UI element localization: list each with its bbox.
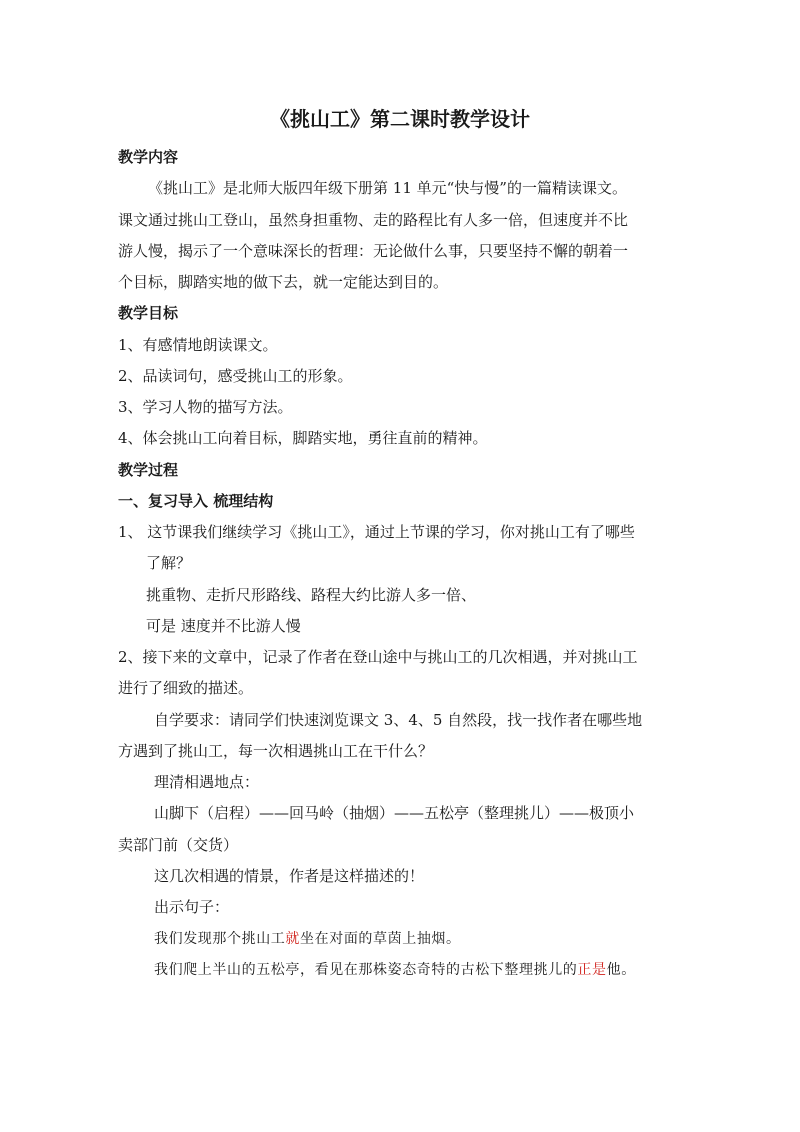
quote-2-highlight: 正是 <box>577 962 607 978</box>
process-line-3: 挑重物、走折尺形路线、路程大约比游人多一倍、 <box>146 586 477 604</box>
quote-2-text-after: 他。 <box>606 962 636 978</box>
quote-1-text-before: 我们发现那个挑山工 <box>154 931 286 947</box>
section-heading-content: 教学内容 <box>118 148 179 166</box>
content-paragraph-line-4: 个目标，脚踏实地的做下去，就一定能达到目的。 <box>118 273 449 291</box>
process-line-2: 了解？ <box>146 554 192 572</box>
document-title: 《挑山工》第二课时教学设计 <box>270 107 530 131</box>
process-line-6: 进行了细致的描述。 <box>118 679 254 697</box>
process-line-7: 自学要求：请同学们快速浏览课文 3、4、5 自然段，找一找作者在哪些地 <box>154 711 643 729</box>
goal-item-2: 2、品读词句，感受挑山工的形象。 <box>118 367 353 385</box>
goal-item-3: 3、学习人物的描写方法。 <box>118 398 293 416</box>
process-line-5: 2、接下来的文章中，记录了作者在登山途中与挑山工的几次相遇，并对挑山工 <box>118 648 638 666</box>
process-line-8: 方遇到了挑山工，每一次相遇挑山工在干什么？ <box>118 742 434 760</box>
quote-1-highlight: 就 <box>285 931 301 947</box>
quote-sentence-2 <box>154 960 684 980</box>
content-paragraph-line-2: 课文通过挑山工登山，虽然身担重物、走的路程比有人多一倍，但速度并不比 <box>118 211 629 229</box>
process-line-12: 这几次相遇的情景，作者是这样描述的！ <box>154 867 425 885</box>
goal-item-4: 4、体会挑山工向着目标，脚踏实地，勇往直前的精神。 <box>118 429 488 447</box>
process-line-13: 出示句子： <box>154 898 230 916</box>
quote-sentence-1 <box>154 929 724 949</box>
content-paragraph-line-3: 游人慢，揭示了一个意味深长的哲理：无论做什么事，只要坚持不懈的朝着一 <box>118 242 629 260</box>
process-line-10: 山脚下（启程）——回马岭（抽烟）——五松亭（整理挑儿）——极顶小 <box>154 804 635 822</box>
section-heading-process: 教学过程 <box>118 461 179 479</box>
goal-item-1: 1、有感情地朗读课文。 <box>118 336 278 354</box>
quote-2-text-before: 我们爬上半山的五松亭，看见在那株姿态奇特的古松下整理挑儿的 <box>154 962 578 978</box>
part-heading-review: 一、复习导入 梳理结构 <box>118 492 274 510</box>
process-line-4: 可是 速度并不比游人慢 <box>146 617 301 635</box>
process-line-11: 卖部门前（交货） <box>118 836 239 854</box>
process-line-9: 理清相遇地点： <box>154 773 260 791</box>
content-paragraph-line-1: 《挑山工》是北师大版四年级下册第 11 单元“快与慢”的一篇精读课文。 <box>148 179 627 197</box>
section-heading-goals: 教学目标 <box>118 304 179 322</box>
process-line-1: 1、 这节课我们继续学习《挑山工》，通过上节课的学习，你对挑山工有了哪些 <box>118 523 635 541</box>
quote-1-text-after: 坐在对面的草茵上抽烟。 <box>300 931 461 947</box>
